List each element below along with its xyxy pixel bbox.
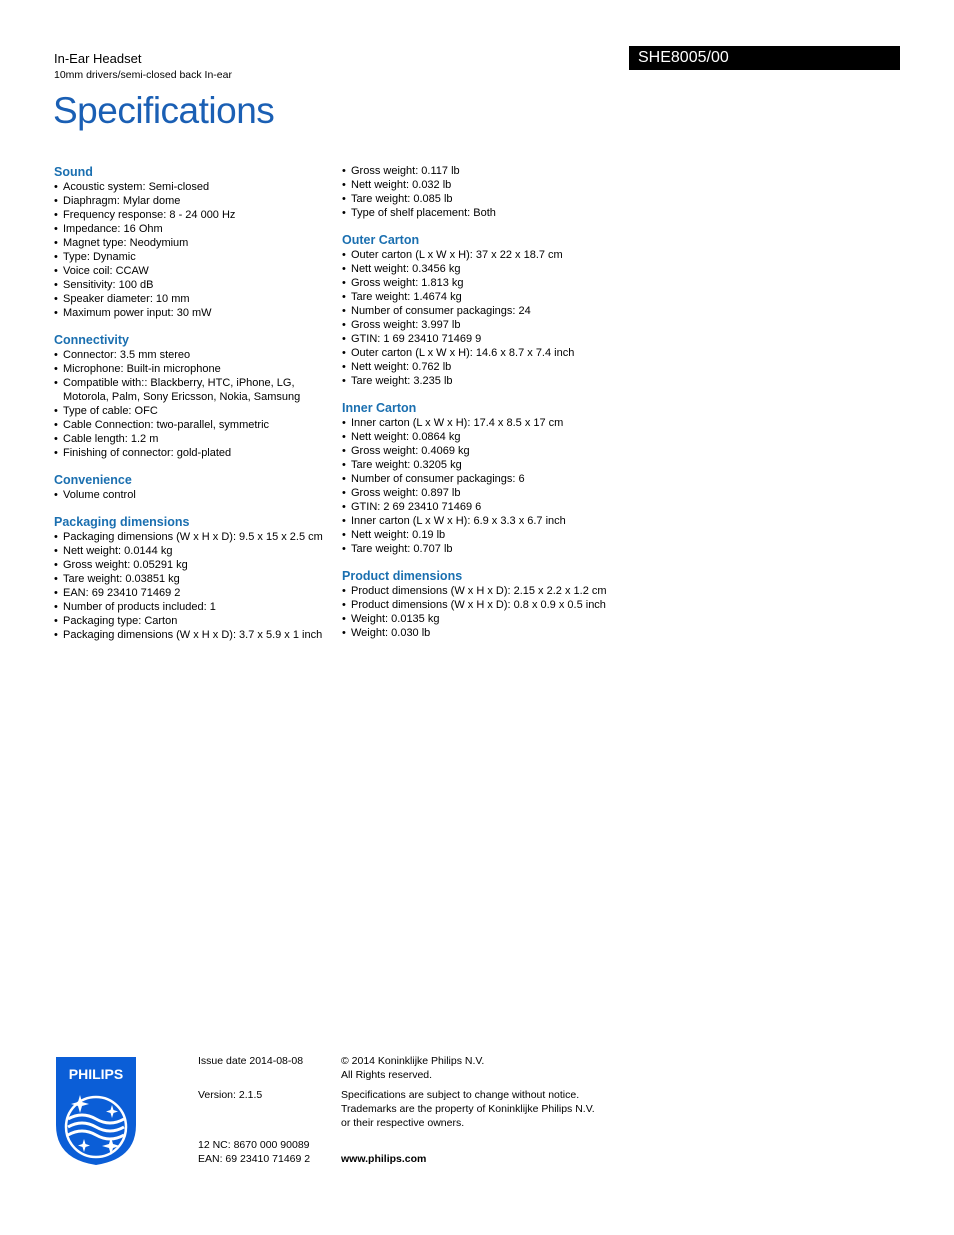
- rights-line: All Rights reserved.: [341, 1069, 433, 1081]
- spec-item: • Nett weight: 0.3456 kg: [342, 262, 612, 276]
- spec-item: • Tare weight: 0.707 lb: [342, 542, 612, 556]
- spec-section: [54, 472, 324, 502]
- spec-item: • Gross weight: 3.997 lb: [342, 318, 612, 332]
- spec-item: • GTIN: 2 69 23410 71469 6: [342, 500, 612, 514]
- spec-item: • Type of shelf placement: Both: [342, 206, 612, 220]
- spec-list: [342, 584, 612, 640]
- spec-item: • Weight: 0.0135 kg: [342, 612, 612, 626]
- version: Version: 2.1.5: [198, 1089, 263, 1101]
- spec-item: • Maximum power input: 30 mW: [54, 306, 324, 320]
- spec-item: • Nett weight: 0.0144 kg: [54, 544, 324, 558]
- spec-section: [342, 400, 612, 556]
- spec-item: • Magnet type: Neodymium: [54, 236, 324, 250]
- spec-section: [54, 332, 324, 460]
- notice-line: Specifications are subject to change without notice.: [341, 1089, 580, 1101]
- spec-list: [54, 530, 324, 642]
- spec-item: • Packaging dimensions (W x H x D): 3.7 x 5.9 x 1 inch: [54, 628, 324, 642]
- product-subtitle: 10mm drivers/semi-closed back In-ear: [54, 69, 232, 81]
- spec-item: • Sensitivity: 100 dB: [54, 278, 324, 292]
- spec-item: • Tare weight: 0.085 lb: [342, 192, 612, 206]
- spec-list: [54, 488, 324, 502]
- spec-item: • Packaging dimensions (W x H x D): 9.5 x 15 x 2.5 cm: [54, 530, 324, 544]
- logo-wordmark: PHILIPS: [68, 1066, 124, 1082]
- spec-list: [54, 180, 324, 320]
- spec-item: • Product dimensions (W x H x D): 0.8 x 0.9 x 0.5 inch: [342, 598, 612, 612]
- section-heading: Connectivity: [54, 333, 130, 347]
- spec-item: • Outer carton (L x W x H): 37 x 22 x 18.7 cm: [342, 248, 612, 262]
- spec-item: • Number of consumer packagings: 6: [342, 472, 612, 486]
- spec-item: • Type: Dynamic: [54, 250, 324, 264]
- notice-line: Trademarks are the property of Koninklijke Philips N.V.: [341, 1103, 595, 1115]
- section-heading: Outer Carton: [342, 233, 420, 247]
- spec-section: [54, 514, 324, 642]
- left-column: [54, 164, 324, 654]
- section-heading: Packaging dimensions: [54, 515, 190, 529]
- spec-item: • Tare weight: 1.4674 kg: [342, 290, 612, 304]
- spec-item: • Gross weight: 0.05291 kg: [54, 558, 324, 572]
- spec-item: • Inner carton (L x W x H): 6.9 x 3.3 x 6.7 inch: [342, 514, 612, 528]
- section-heading: Product dimensions: [342, 569, 463, 583]
- spec-item: • Tare weight: 0.03851 kg: [54, 572, 324, 586]
- spec-list: [342, 164, 612, 220]
- spec-item: • Speaker diameter: 10 mm: [54, 292, 324, 306]
- spec-item: • Number of products included: 1: [54, 600, 324, 614]
- spec-item: • Tare weight: 3.235 lb: [342, 374, 612, 388]
- spec-item: • Product dimensions (W x H x D): 2.15 x 2.2 x 1.2 cm: [342, 584, 612, 598]
- spec-item: • Weight: 0.030 lb: [342, 626, 612, 640]
- nc-number: 12 NC: 8670 000 90089: [198, 1139, 310, 1151]
- philips-shield-logo: [54, 1055, 138, 1167]
- spec-section: [54, 164, 324, 320]
- spec-item: • Finishing of connector: gold-plated: [54, 446, 324, 460]
- spec-item: • Cable length: 1.2 m: [54, 432, 324, 446]
- spec-item: • Frequency response: 8 - 24 000 Hz: [54, 208, 324, 222]
- website-link[interactable]: www.philips.com: [341, 1153, 427, 1165]
- spec-item: • Outer carton (L x W x H): 14.6 x 8.7 x 7.4 inch: [342, 346, 612, 360]
- spec-item: • Gross weight: 1.813 kg: [342, 276, 612, 290]
- spec-list: [342, 416, 612, 556]
- spec-item: • Nett weight: 0.0864 kg: [342, 430, 612, 444]
- section-heading: Convenience: [54, 473, 132, 487]
- right-column: [342, 164, 612, 652]
- section-heading: Sound: [54, 165, 93, 179]
- product-title: In-Ear Headset: [54, 51, 142, 66]
- spec-item: • Number of consumer packagings: 24: [342, 304, 612, 318]
- spec-item: • Inner carton (L x W x H): 17.4 x 8.5 x 17 cm: [342, 416, 612, 430]
- page-title: Specifications: [53, 90, 275, 131]
- spec-item: • Voice coil: CCAW: [54, 264, 324, 278]
- section-heading: Inner Carton: [342, 401, 417, 415]
- ean-number: EAN: 69 23410 71469 2: [198, 1153, 311, 1165]
- spec-section-continued: [342, 164, 612, 220]
- model-badge: SHE8005/00: [629, 46, 900, 70]
- issue-date: Issue date 2014-08-08: [198, 1055, 304, 1067]
- spec-item: • Packaging type: Carton: [54, 614, 324, 628]
- spec-item: • Cable Connection: two-parallel, symmetric: [54, 418, 324, 432]
- spec-item: • Gross weight: 0.117 lb: [342, 164, 612, 178]
- spec-item: • Impedance: 16 Ohm: [54, 222, 324, 236]
- spec-item: • Gross weight: 0.4069 kg: [342, 444, 612, 458]
- spec-item: • Nett weight: 0.762 lb: [342, 360, 612, 374]
- spec-list: [54, 348, 324, 460]
- copyright-line: © 2014 Koninklijke Philips N.V.: [341, 1055, 485, 1067]
- spec-item: • Tare weight: 0.3205 kg: [342, 458, 612, 472]
- spec-item: • Type of cable: OFC: [54, 404, 324, 418]
- spec-item: • Microphone: Built-in microphone: [54, 362, 324, 376]
- spec-list: [342, 248, 612, 388]
- spec-item: • Volume control: [54, 488, 324, 502]
- spec-item: • EAN: 69 23410 71469 2: [54, 586, 324, 600]
- spec-section: [342, 568, 612, 640]
- spec-section: [342, 232, 612, 388]
- spec-item: • GTIN: 1 69 23410 71469 9: [342, 332, 612, 346]
- spec-item: • Compatible with:: Blackberry, HTC, iPhone, LG, Motorola, Palm, Sony Ericsson, Nokia, Samsung: [54, 376, 324, 404]
- spec-item: • Nett weight: 0.032 lb: [342, 178, 612, 192]
- spec-item: • Gross weight: 0.897 lb: [342, 486, 612, 500]
- spec-item: • Connector: 3.5 mm stereo: [54, 348, 324, 362]
- spec-item: • Diaphragm: Mylar dome: [54, 194, 324, 208]
- notice-line: or their respective owners.: [341, 1117, 465, 1129]
- spec-item: • Nett weight: 0.19 lb: [342, 528, 612, 542]
- spec-item: • Acoustic system: Semi-closed: [54, 180, 324, 194]
